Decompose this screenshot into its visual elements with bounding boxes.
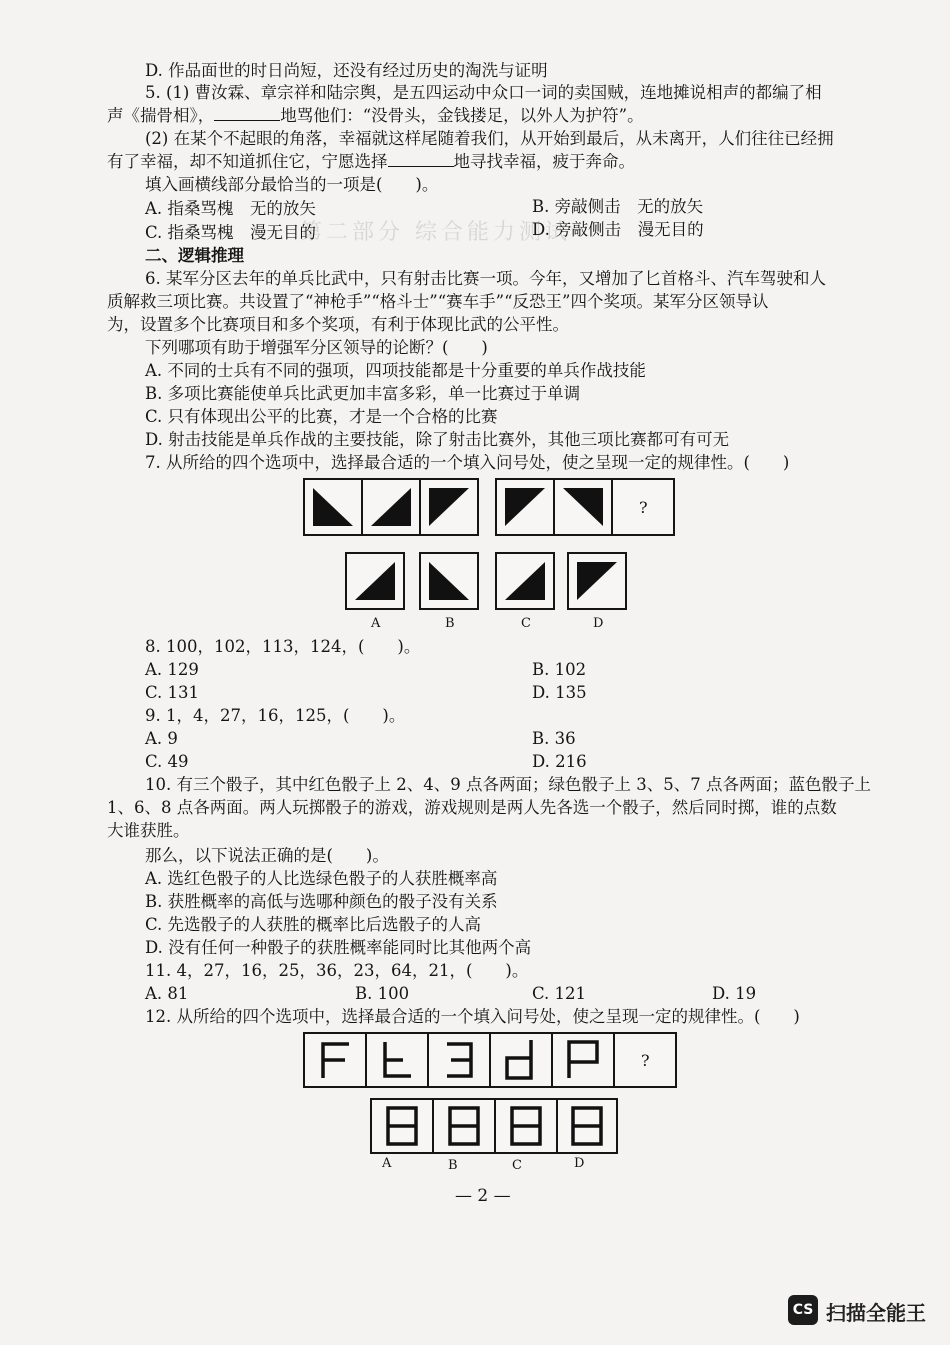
- q12-question-mark: ?: [641, 1051, 650, 1070]
- q6-option-d: D. 射击技能是单兵作战的主要技能，除了射击比赛外，其他三项比赛都可有可无: [145, 430, 730, 449]
- q9-option-a: A. 9: [145, 729, 178, 748]
- scanner-logo-icon: CS: [788, 1295, 818, 1325]
- q7-option-d-figure[interactable]: [567, 552, 627, 610]
- q12-figure-sequence: [303, 1032, 677, 1090]
- q6-option-c: C. 只有体现出公平的比赛，才是一个合格的比赛: [145, 407, 498, 426]
- q8-stem: 8. 100，102，113，124，( )。: [145, 637, 421, 656]
- q12-option-c-label: C: [512, 1158, 522, 1173]
- q12-figure-options: [370, 1098, 618, 1178]
- blank-2: [388, 152, 454, 167]
- q6-prompt: 下列哪项有助于增强军分区领导的论断？( ): [145, 338, 488, 357]
- q9-stem: 9. 1，4，27，16，125，( )。: [145, 706, 406, 725]
- q7-question-mark: ?: [639, 498, 648, 517]
- blank-1: [214, 106, 280, 121]
- q12-cell-5: [551, 1032, 615, 1088]
- q12-option-a-label: A: [382, 1156, 392, 1171]
- q5-stem-line4: [107, 151, 635, 173]
- q12-cell-question: [613, 1032, 677, 1088]
- q8-option-b: B. 102: [532, 660, 587, 679]
- q11-stem: 11. 4，27，16，25，36，23，64，21，( )。: [145, 961, 529, 980]
- q10-prompt: 那么，以下说法正确的是( )。: [145, 846, 389, 865]
- q5-stem-line2-b: 地骂他们：“没骨头，金钱搂足，以外人为护符”。: [280, 106, 644, 125]
- q10-stem-line3: 大谁获胜。: [107, 821, 190, 840]
- q7-cell-1: [303, 478, 363, 536]
- q4-option-d: D. 作品面世的时日尚短，还没有经过历史的淘洗与证明: [145, 61, 548, 80]
- q10-stem-line1: 10. 有三个骰子，其中红色骰子上 2、4、9 点各两面；绿色骰子上 3、5、7 点各两面；蓝色骰子上: [145, 775, 871, 794]
- q5-stem-line4-a: 有了幸福，却不知道抓住它，宁愿选择: [107, 152, 388, 171]
- q7-option-c-label: C: [521, 616, 531, 631]
- q12-option-b-label: B: [448, 1158, 458, 1173]
- q6-option-b: B. 多项比赛能使单兵比武更加丰富多彩，单一比赛过于单调: [145, 384, 581, 403]
- q12-option-c-figure[interactable]: [494, 1098, 558, 1154]
- q5-stem-line1: 5. (1) 曹汝霖、章宗祥和陆宗舆，是五四运动中众口一词的卖国贼，连地摊说相声的都编了相: [145, 83, 822, 102]
- q5-stem-line3: (2) 在某个不起眼的角落，幸福就这样尾随着我们，从开始到最后，从未离开，人们往往已经拥: [145, 129, 834, 148]
- q12-cell-3: [427, 1032, 491, 1088]
- q5-stem-line2-a: 声《揣骨相》，: [107, 106, 215, 125]
- q7-option-b-label: B: [445, 616, 455, 631]
- q12-cell-1: [303, 1032, 367, 1088]
- q12-option-d-label: D: [574, 1156, 585, 1171]
- q5-option-d: D. 旁敲侧击 漫无目的: [532, 220, 704, 239]
- q7-stem: 7. 从所给的四个选项中，选择最合适的一个填入问号处，使之呈现一定的规律性。( ): [145, 453, 790, 472]
- q6-option-a: A. 不同的士兵有不同的强项，四项技能都是十分重要的单兵作战技能: [145, 361, 646, 380]
- q9-option-d: D. 216: [532, 752, 587, 771]
- q11-option-a: A. 81: [145, 984, 189, 1003]
- q9-option-c: C. 49: [145, 752, 189, 771]
- q5-option-c: C. 指桑骂槐 漫无目的: [145, 223, 317, 242]
- q5-stem-line2: [107, 105, 644, 127]
- q8-option-a: A. 129: [145, 660, 199, 679]
- q12-option-b-figure[interactable]: [432, 1098, 496, 1154]
- scanner-app-name: 扫描全能王: [826, 1301, 926, 1325]
- q12-option-a-figure[interactable]: [370, 1098, 434, 1154]
- q7-option-b-figure[interactable]: [419, 552, 479, 610]
- q6-stem-line1: 6. 某军分区去年的单兵比武中，只有射击比赛一项。今年，又增加了匕首格斗、汽车驾驶和人: [145, 269, 826, 288]
- q10-option-d: D. 没有任何一种骰子的获胜概率能同时比其他两个高: [145, 938, 532, 957]
- q10-option-c: C. 先选骰子的人获胜的概率比后选骰子的人高: [145, 915, 482, 934]
- q7-figure-options: [345, 552, 627, 636]
- q6-stem-line2: 质解救三项比赛。共设置了“神枪手”“格斗士”“赛车手”“反恐王”四个奖项。某军分区领导认: [107, 292, 769, 311]
- q10-option-a: A. 选红色骰子的人比选绿色骰子的人获胜概率高: [145, 869, 498, 888]
- q8-option-d: D. 135: [532, 683, 587, 702]
- q8-option-c: C. 131: [145, 683, 200, 702]
- q12-cell-2: [365, 1032, 429, 1088]
- q7-cell-3: [419, 478, 479, 536]
- q7-cell-5: [553, 478, 613, 536]
- q7-option-c-figure[interactable]: [495, 552, 555, 610]
- q10-option-b: B. 获胜概率的高低与选哪种颜色的骰子没有关系: [145, 892, 498, 911]
- watermark-text: 第二部分 综合能力测试: [300, 220, 571, 245]
- q11-option-b: B. 100: [355, 984, 410, 1003]
- q7-cell-4: [495, 478, 555, 536]
- q9-option-b: B. 36: [532, 729, 576, 748]
- q10-stem-line2: 1、6、8 点各两面。两人玩掷骰子的游戏，游戏规则是两人先各选一个骰子，然后同时掷，谁的点数: [107, 798, 837, 817]
- section-heading-logic: 二、逻辑推理: [145, 246, 244, 265]
- q7-cell-2: [361, 478, 421, 536]
- page-number: — 2 —: [455, 1186, 511, 1206]
- q12-option-d-figure[interactable]: [556, 1098, 618, 1154]
- q7-figure-sequence: [303, 478, 675, 538]
- q5-option-a: A. 指桑骂槐 无的放矢: [145, 199, 316, 218]
- q12-stem: 12. 从所给的四个选项中，选择最合适的一个填入问号处，使之呈现一定的规律性。( ): [145, 1007, 800, 1026]
- q11-option-c: C. 121: [532, 984, 587, 1003]
- q7-option-d-label: D: [593, 616, 604, 631]
- q7-option-a-figure[interactable]: [345, 552, 405, 610]
- q5-stem-line4-b: 地寻找幸福，疲于奔命。: [453, 152, 635, 171]
- q12-cell-4: [489, 1032, 553, 1088]
- q11-option-d: D. 19: [712, 984, 757, 1003]
- q6-stem-line3: 为，设置多个比赛项目和多个奖项，有利于体现比武的公平性。: [107, 315, 569, 334]
- q7-cell-question: [611, 478, 675, 536]
- q5-prompt: 填入画横线部分最恰当的一项是( )。: [145, 175, 439, 194]
- q5-option-b: B. 旁敲侧击 无的放矢: [532, 197, 704, 216]
- q7-option-a-label: A: [371, 616, 381, 631]
